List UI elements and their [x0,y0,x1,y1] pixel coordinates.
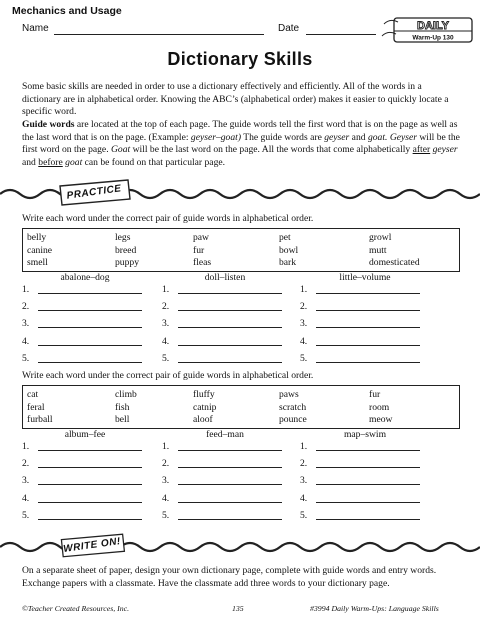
answer-blank[interactable] [178,458,282,468]
section-label: Mechanics and Usage [12,5,122,17]
exercise-1-answer-line[interactable] [300,301,420,312]
answer-blank[interactable] [38,458,142,468]
answer-blank[interactable] [38,510,142,520]
exercise2-word: fur [369,389,381,400]
name-label: Name [22,23,49,34]
exercise1-word: fleas [193,257,212,268]
line-number: 1. [162,284,170,295]
exercise-1-answer-line[interactable] [162,318,282,329]
exercise1-word: legs [115,232,131,243]
line-number: 1. [22,441,30,452]
exercise1-word: belly [27,232,47,243]
exercise-2-answer-line[interactable] [22,458,142,469]
intro-paragraph-2: Guide words are located at the top of each page. The guide words tell the first word that is on the page as well as the last word that is on the page. (Example: geyser–goat) The guide words are geyser and goat. Geyser will be the first word on the page. Goat will be the last word on the page. All the words that come alphabetically after geyser and before goat can be found on that particular page. [22,119,460,168]
line-number: 3. [300,475,308,487]
date-field[interactable] [306,34,376,35]
exercise-2-answer-line[interactable] [22,441,142,452]
line-number: 3. [162,318,170,330]
exercise-2-answer-line[interactable] [300,475,420,486]
answer-blank[interactable] [178,336,282,346]
exercise-1-answer-line[interactable] [162,284,282,295]
exercise2-word: catnip [193,401,217,413]
badge-top-text: DAILY [417,20,449,32]
exercise-2-answer-line[interactable] [162,475,282,486]
line-number: 1. [300,284,308,295]
line-number: 4. [300,492,308,504]
answer-blank[interactable] [316,318,420,328]
answer-blank[interactable] [38,493,142,503]
exercise-2-word-box [22,385,460,429]
exercise2-word: cat [27,389,39,400]
exercise1-word: bark [279,257,297,268]
answer-blank[interactable] [38,475,142,485]
answer-blank[interactable] [316,493,420,503]
exercise1-word: canine [27,244,53,256]
exercise2-word: room [369,401,390,413]
page-title: Dictionary Skills [167,49,313,69]
exercise1-word: breed [115,244,137,256]
write-on-label: WRITE ON! [62,535,122,555]
daily-warm-up-badge [378,14,476,46]
practice-stamp [54,177,134,207]
line-number: 1. [300,441,308,452]
footer-page-number: 135 [232,604,244,613]
exercise1-word: mutt [369,244,387,256]
footer-copyright: ©Teacher Created Resources, Inc. [22,604,130,613]
answer-blank[interactable] [38,353,142,363]
answer-blank[interactable] [178,493,282,503]
answer-blank[interactable] [178,441,282,451]
answer-blank[interactable] [38,301,142,311]
exercise2-word: meow [369,414,393,425]
line-number: 5. [162,509,170,521]
name-field[interactable] [54,34,264,35]
guide-words-term: Guide words [22,119,75,130]
line-number: 2. [300,458,308,470]
answer-blank[interactable] [316,284,420,294]
exercise-2-guide-1: album–fee [64,429,106,440]
exercise2-word: fluffy [193,389,215,400]
exercise-2-guide-2: feed–man [206,429,244,440]
answer-blank[interactable] [178,284,282,294]
date-label: Date [278,23,300,34]
answer-blank[interactable] [178,353,282,363]
line-number: 3. [300,318,308,330]
line-number: 3. [22,475,30,487]
exercise-2-answer-line[interactable] [300,441,420,452]
exercise-2-answer-line[interactable] [162,458,282,469]
exercise2-word: feral [27,401,45,413]
exercise2-word: pounce [279,414,307,425]
exercise-2-guide-3: map–swim [343,429,387,440]
answer-blank[interactable] [316,475,420,485]
line-number: 2. [22,301,30,313]
exercise1-word: growl [369,232,392,243]
badge-bottom-text: Warm-Up 130 [412,34,454,42]
exercise-1-word-grid [27,232,457,270]
exercise-1-guide-2: doll–listen [204,272,246,283]
exercise-1-answer-line[interactable] [162,336,282,347]
line-number: 5. [300,352,308,364]
exercise-2-answer-line[interactable] [300,493,420,504]
exercise-1-answer-line[interactable] [22,301,142,312]
answer-blank[interactable] [38,284,142,294]
exercise-2-answer-line[interactable] [162,510,282,521]
answer-blank[interactable] [316,510,420,520]
line-number: 3. [22,318,30,330]
exercise2-word: paws [279,389,299,400]
exercise-2-answer-line[interactable] [162,441,282,452]
answer-blank[interactable] [38,441,142,451]
exercise1-word: bowl [279,244,299,256]
line-number: 4. [162,492,170,504]
answer-blank[interactable] [38,336,142,346]
write-on-stamp [56,530,128,560]
exercise-2-answer-line[interactable] [300,458,420,469]
exercise-1-answer-line[interactable] [300,353,420,364]
line-number: 5. [22,352,30,364]
answer-blank[interactable] [316,458,420,468]
write-on-instruction: On a separate sheet of paper, design your own dictionary page, complete with guide words and entry words. Exchange papers with a classmate. Have the classmate add three words to your dictionary page. [22,565,437,589]
exercise-1-guide-1: abalone–dog [60,272,110,283]
exercise-2-answer-line[interactable] [162,493,282,504]
answer-blank[interactable] [316,301,420,311]
exercise-2-answer-line[interactable] [300,510,420,521]
line-number: 2. [162,458,170,470]
exercise-2-answer-line[interactable] [22,493,142,504]
line-number: 1. [162,441,170,452]
exercise1-word: smell [27,257,48,268]
exercise-2-word-grid [27,389,457,427]
line-number: 5. [300,509,308,521]
exercise2-word: fish [115,401,130,413]
exercise2-word: furball [27,414,53,425]
line-number: 4. [300,335,308,347]
answer-blank[interactable] [316,336,420,346]
exercise-2-answer-line[interactable] [22,510,142,521]
exercise2-word: aloof [193,414,213,425]
exercise-1-answer-line[interactable] [22,336,142,347]
exercise-1-answer-line[interactable] [22,284,142,295]
exercise-1-answer-line[interactable] [162,301,282,312]
line-number: 4. [22,335,30,347]
answer-blank[interactable] [38,318,142,328]
exercise-1-answer-line[interactable] [22,353,142,364]
line-number: 3. [162,475,170,487]
exercise1-word: puppy [115,257,139,268]
answer-blank[interactable] [316,441,420,451]
line-number: 2. [22,458,30,470]
exercise1-word: paw [193,232,209,243]
exercise-1-answer-line[interactable] [300,336,420,347]
answer-blank[interactable] [178,301,282,311]
exercise1-word: pet [279,232,291,243]
line-number: 4. [162,335,170,347]
exercise-1-answer-line[interactable] [162,353,282,364]
line-number: 1. [22,284,30,295]
answer-blank[interactable] [178,510,282,520]
exercise-1-answer-line[interactable] [300,284,420,295]
exercise2-word: climb [115,389,137,400]
footer-book-title: #3994 Daily Warm-Ups: Language Skills [310,604,439,613]
exercise-1-instruction: Write each word under the correct pair of guide words in alphabetical order. [22,213,314,224]
exercise-2-answer-line[interactable] [22,475,142,486]
practice-label: PRACTICE [65,182,123,202]
line-number: 2. [300,301,308,313]
exercise-1-answer-line[interactable] [22,318,142,329]
exercise2-word: scratch [279,401,307,413]
answer-blank[interactable] [178,318,282,328]
line-number: 5. [162,352,170,364]
intro-paragraph-1: Some basic skills are needed in order to use a dictionary effectively and efficiently. All of the words in a dictionary are in alphabetical order. Knowing the ABC’s (alphabetical order) makes it easier to quickly locate a specific word. [22,81,449,118]
line-number: 4. [22,492,30,504]
exercise-1-answer-line[interactable] [300,318,420,329]
exercise1-word: domesticated [369,257,420,268]
line-number: 2. [162,301,170,313]
exercise-1-guide-3: little–volume [339,272,391,283]
exercise-2-instruction: Write each word under the correct pair of guide words in alphabetical order. [22,370,314,381]
answer-blank[interactable] [178,475,282,485]
exercise2-word: bell [115,414,130,425]
exercise1-word: fur [193,244,205,256]
line-number: 5. [22,509,30,521]
answer-blank[interactable] [316,353,420,363]
exercise-1-word-box [22,228,460,272]
